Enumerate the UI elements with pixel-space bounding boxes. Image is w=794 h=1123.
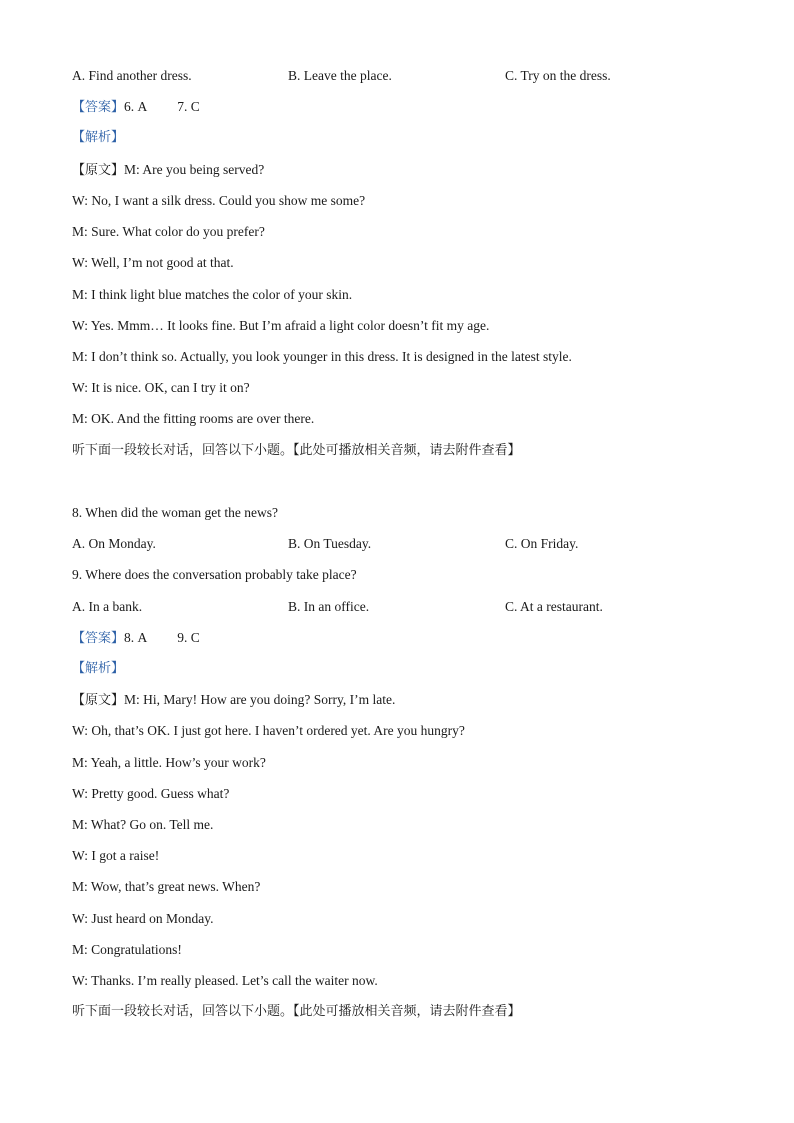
dialogue-line: M: I don’t think so. Actually, you look younger in this dress. It is designed in the latest style. xyxy=(72,349,572,364)
answer-8: 8. A xyxy=(124,630,148,645)
option-c: C. On Friday. xyxy=(505,536,579,551)
instruction: 听下面一段较长对话，回答以下小题。【此处可播放相关音频，请去附件查看】 xyxy=(72,443,521,458)
option-a: A. In a bank. xyxy=(72,599,143,614)
dialogue-line: W: Just heard on Monday. xyxy=(72,911,214,926)
analysis-tag: 【解析】 xyxy=(72,130,125,145)
option-b: B. In an office. xyxy=(288,599,370,614)
dialogue-line: W: I got a raise! xyxy=(72,848,160,863)
answer-tag: 【答案】 xyxy=(72,100,125,115)
answer-tag: 【答案】 xyxy=(72,631,125,646)
answer-9: 9. C xyxy=(177,630,200,645)
dialogue-text: M: Hi, Mary! How are you doing? Sorry, I’m late. xyxy=(124,692,396,707)
dialogue-line: W: Pretty good. Guess what? xyxy=(72,786,230,801)
dialogue-line: W: Well, I’m not good at that. xyxy=(72,255,234,270)
option-c: C. At a restaurant. xyxy=(505,599,603,614)
answer-7: 7. C xyxy=(177,99,200,114)
question-8: 8. When did the woman get the news? xyxy=(72,505,278,520)
option-a: A. On Monday. xyxy=(72,536,156,551)
dialogue-line: M: What? Go on. Tell me. xyxy=(72,817,214,832)
dialogue-line xyxy=(72,691,395,710)
dialogue-line: M: Congratulations! xyxy=(72,942,182,957)
original-tag: 【原文】 xyxy=(72,163,125,178)
option-c: C. Try on the dress. xyxy=(505,68,611,83)
option-a: A. Find another dress. xyxy=(72,68,192,83)
answer-line xyxy=(72,629,200,648)
dialogue-line: W: Yes. Mmm… It looks fine. But I’m afraid a light color doesn’t fit my age. xyxy=(72,318,490,333)
dialogue-line: M: Yeah, a little. How’s your work? xyxy=(72,755,266,770)
question-9: 9. Where does the conversation probably take place? xyxy=(72,567,357,582)
dialogue-line: M: OK. And the fitting rooms are over there. xyxy=(72,411,315,426)
dialogue-line xyxy=(72,161,264,180)
dialogue-line: M: I think light blue matches the color of your skin. xyxy=(72,287,353,302)
option-b: B. On Tuesday. xyxy=(288,536,372,551)
dialogue-line: W: No, I want a silk dress. Could you show me some? xyxy=(72,193,366,208)
dialogue-line: M: Wow, that’s great news. When? xyxy=(72,879,261,894)
dialogue-line: W: It is nice. OK, can I try it on? xyxy=(72,380,250,395)
original-tag: 【原文】 xyxy=(72,693,125,708)
instruction: 听下面一段较长对话，回答以下小题。【此处可播放相关音频，请去附件查看】 xyxy=(72,1004,521,1019)
dialogue-line: W: Oh, that’s OK. I just got here. I haven’t ordered yet. Are you hungry? xyxy=(72,723,465,738)
analysis-tag: 【解析】 xyxy=(72,661,125,676)
dialogue-line: M: Sure. What color do you prefer? xyxy=(72,224,265,239)
answer-6: 6. A xyxy=(124,99,148,114)
dialogue-line: W: Thanks. I’m really pleased. Let’s call the waiter now. xyxy=(72,973,378,988)
answer-line xyxy=(72,98,200,117)
option-b: B. Leave the place. xyxy=(288,68,392,83)
dialogue-text: M: Are you being served? xyxy=(124,162,265,177)
